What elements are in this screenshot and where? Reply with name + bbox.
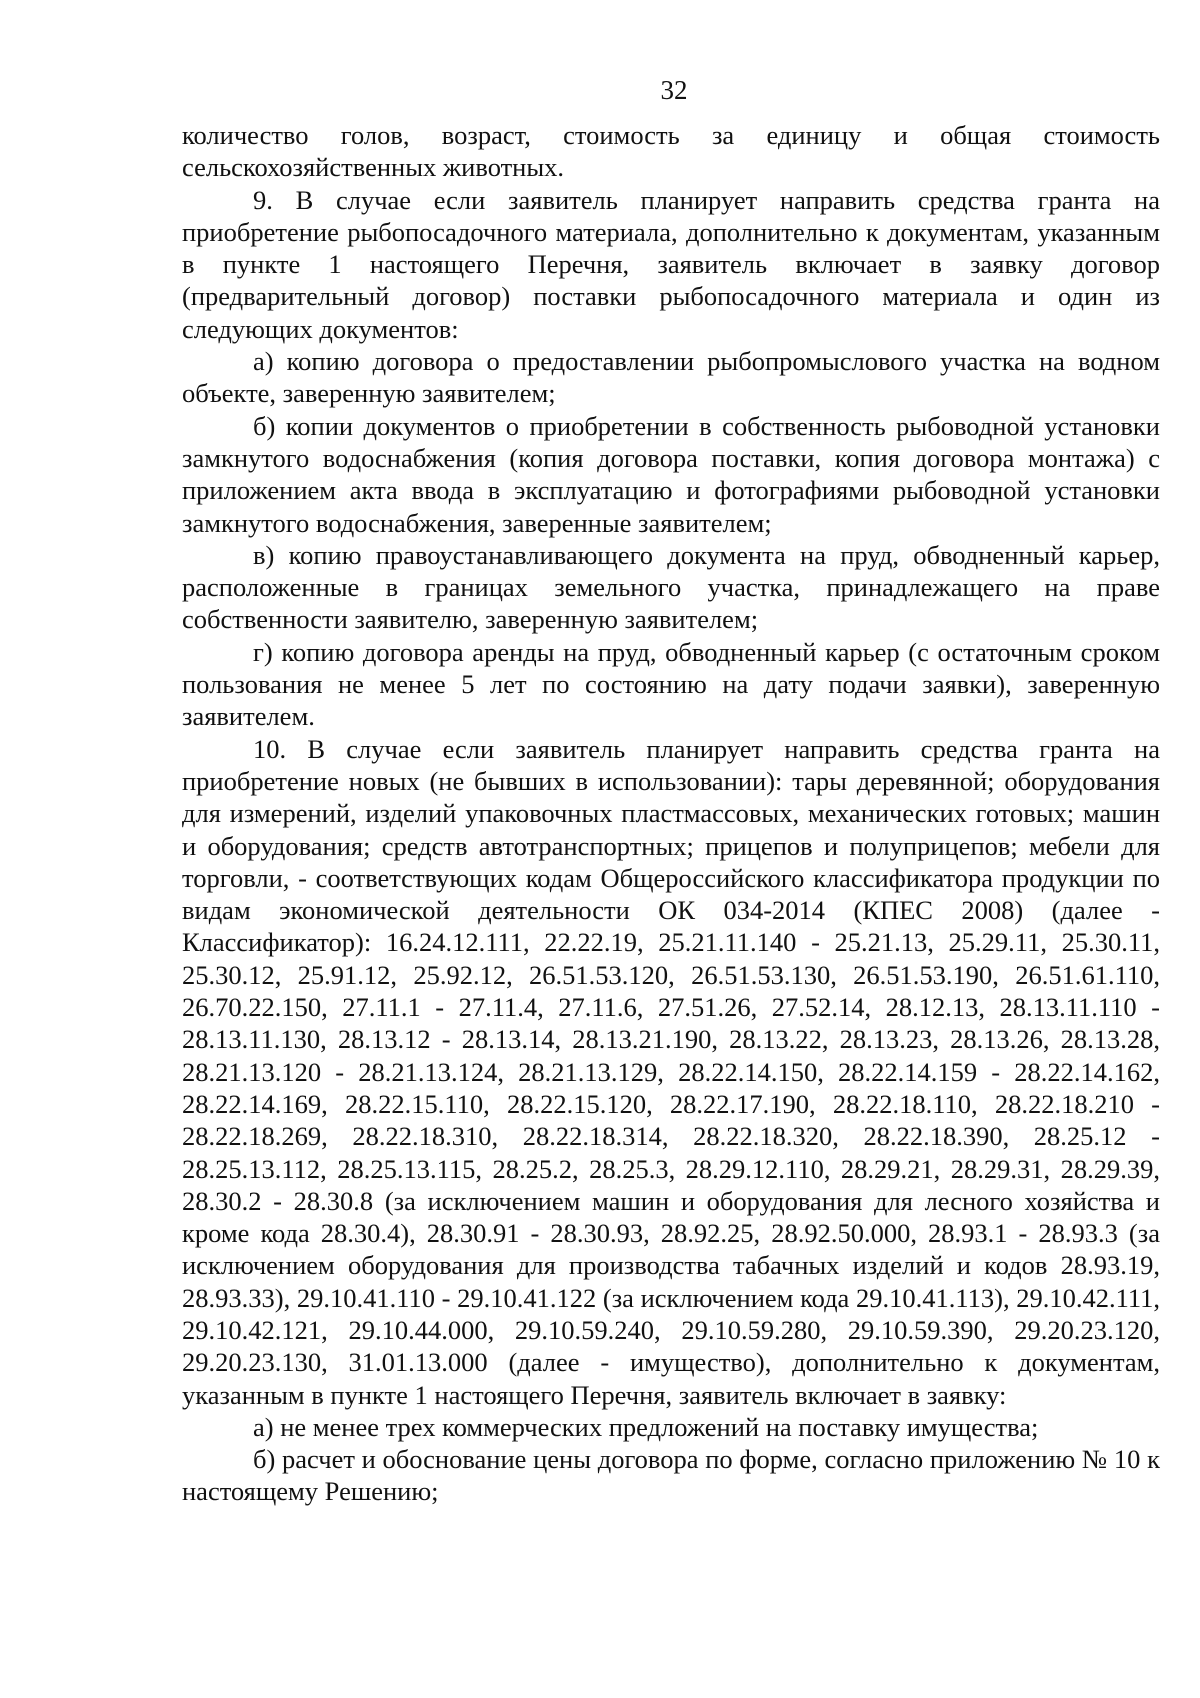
paragraph-item-10: 10. В случае если заявитель планирует направить средства гранта на приобретение новых (не бывших в использовании): тары деревянной; оборудования для измерений, изделий упаковочных пластмассовых, механических готовых; машин и оборудования; средств автотранспортных; прицепов и полуприцепов; мебели для торговли, - соответствующих кодам Общероссийского классификатора продукции по видам экономической деятельности ОК 034-2014 (КПЕС 2008) (далее - Классификатор): 16.24.12.111, 22.22.19, 25.21.11.140 - 25.21.13, 25.29.11, 25.30.11, 25.30.12, 25.91.12, 25.92.12, 26.51.53.120, 26.51.53.130, 26.51.53.190, 26.51.61.110, 26.70.22.150, 27.11.1 - 27.11.4, 27.11.6, 27.51.26, 27.52.14, 28.12.13, 28.13.11.110 - 28.13.11.130, 28.13.12 - 28.13.14, 28.13.21.190, 28.13.22, 28.13.23, 28.13.26, 28.13.28, 28.21.13.120 - 28.21.13.124, 28.21.13.129, 28.22.14.150, 28.22.14.159 - 28.22.14.162, 28.22.14.169, 28.22.15.110, 28.22.15.120, 28.22.17.190, 28.22.18.110, 28.22.18.210 - 28.22.18.269, 28.22.18.310, 28.22.18.314, 28.22.18.320, 28.22.18.390, 28.25.12 - 28.25.13.112, 28.25.13.115, 28.25.2, 28.25.3, 28.29.12.110, 28.29.21, 28.29.31, 28.29.39, 28.30.2 - 28.30.8 (за исключением машин и оборудования для лесного хозяйства и кроме кода 28.30.4), 28.30.91 - 28.30.93, 28.92.25, 28.92.50.000, 28.93.1 - 28.93.3 (за исключением оборудования для производства табачных изделий и кодов 28.93.19, 28.93.33), 29.10.41.110 - 29.10.41.122 (за исключением кода 29.10.41.113), 29.10.42.111, 29.10.42.121, 29.10.44.000, 29.10.59.240, 29.10.59.280, 29.10.59.390, 29.20.23.120, 29.20.23.130, 31.01.13.000 (далее - имущество), дополнительно к документам, указанным в пункте 1 настоящего Перечня, заявитель включает в заявку:	[182, 733, 1160, 1410]
paragraph-item-9g: г) копию договора аренды на пруд, обводненный карьер (с остаточным сроком пользования не менее 5 лет по состоянию на дату подачи заявки), заверенную заявителем.	[182, 636, 1160, 732]
page-number: 32	[660, 75, 688, 105]
paragraph-continuation: количество голов, возраст, стоимость за единицу и общая стоимость сельскохозяйственных животных.	[182, 120, 1160, 183]
paragraph-item-9v: в) копию правоустанавливающего документа на пруд, обводненный карьер, расположенные в границах земельного участка, принадлежащего на праве собственности заявителю, заверенную заявителем;	[182, 539, 1160, 635]
document-body	[182, 119, 1160, 1508]
paragraph-item-10b: б) расчет и обоснование цены договора по форме, согласно приложению № 10 к настоящему Решению;	[182, 1444, 1160, 1507]
paragraph-item-9: 9. В случае если заявитель планирует направить средства гранта на приобретение рыбопосадочного материала, дополнительно к документам, указанным в пункте 1 настоящего Перечня, заявитель включает в заявку договор (предварительный договор) поставки рыбопосадочного материала и один из следующих документов:	[182, 184, 1160, 344]
paragraph-item-9a: а) копию договора о предоставлении рыбопромыслового участка на водном объекте, заверенную заявителем;	[182, 346, 1160, 409]
paragraph-item-10a: а) не менее трех коммерческих предложений на поставку имущества;	[253, 1411, 1039, 1442]
paragraph-item-9b: б) копии документов о приобретении в собственность рыбоводной установки замкнутого водоснабжения (копия договора поставки, копия договора монтажа) с приложением акта ввода в эксплуатацию и фотографиями рыбоводной установки замкнутого водоснабжения, заверенные заявителем;	[182, 410, 1160, 538]
